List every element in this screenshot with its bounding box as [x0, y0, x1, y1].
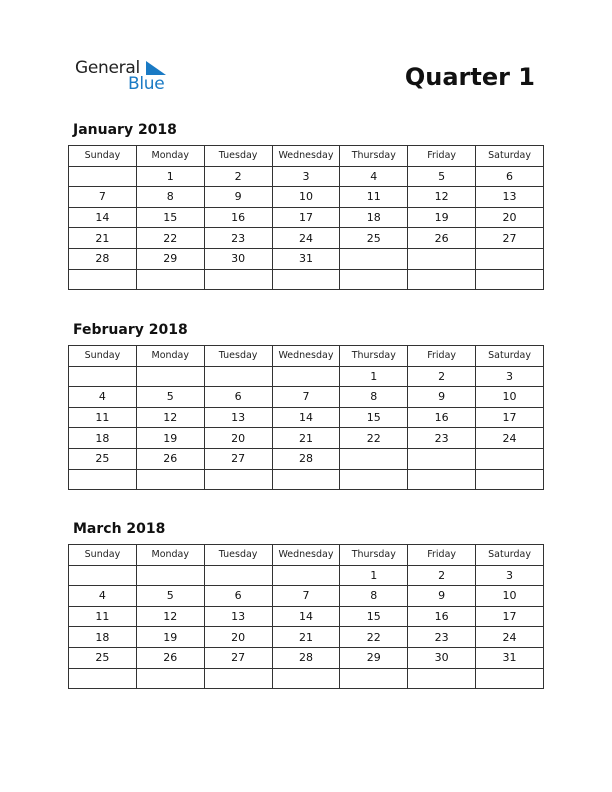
weekday-header: Monday	[136, 146, 204, 167]
day-cell	[272, 565, 340, 586]
day-cell	[340, 469, 408, 490]
day-cell: 14	[272, 606, 340, 627]
day-cell	[69, 469, 137, 490]
day-cell	[408, 448, 476, 469]
day-cell: 3	[476, 565, 544, 586]
day-cell: 1	[340, 565, 408, 586]
day-cell: 17	[272, 207, 340, 228]
day-cell: 16	[408, 606, 476, 627]
day-cell: 21	[272, 428, 340, 449]
day-cell: 11	[69, 407, 137, 428]
day-cell	[272, 366, 340, 387]
day-cell	[69, 668, 137, 689]
weekday-header: Saturday	[476, 146, 544, 167]
week-row	[69, 627, 544, 648]
day-cell: 7	[272, 586, 340, 607]
day-cell: 21	[272, 627, 340, 648]
day-cell: 30	[408, 647, 476, 668]
day-cell: 29	[340, 647, 408, 668]
day-cell: 9	[408, 387, 476, 408]
day-cell: 12	[136, 606, 204, 627]
day-cell	[476, 448, 544, 469]
month-grid	[68, 145, 544, 290]
day-cell: 3	[272, 166, 340, 187]
week-row	[69, 166, 544, 187]
general-blue-logo	[75, 58, 185, 96]
week-row	[69, 469, 544, 490]
weekday-header: Friday	[408, 545, 476, 566]
weekday-header: Thursday	[340, 346, 408, 367]
day-cell: 8	[340, 387, 408, 408]
day-cell: 10	[476, 387, 544, 408]
day-cell: 26	[408, 228, 476, 249]
day-cell: 4	[340, 166, 408, 187]
day-cell: 18	[340, 207, 408, 228]
weekday-header: Thursday	[340, 545, 408, 566]
day-cell: 11	[340, 187, 408, 208]
week-row	[69, 668, 544, 689]
weekday-header: Sunday	[69, 346, 137, 367]
day-cell	[136, 269, 204, 290]
weekday-header-row	[69, 545, 544, 566]
day-cell: 15	[136, 207, 204, 228]
day-cell: 2	[204, 166, 272, 187]
day-cell: 8	[136, 187, 204, 208]
month-title: February 2018	[73, 322, 188, 338]
weekday-header: Tuesday	[204, 346, 272, 367]
day-cell: 8	[340, 586, 408, 607]
day-cell: 6	[476, 166, 544, 187]
day-cell: 10	[476, 586, 544, 607]
month-grid	[68, 345, 544, 490]
day-cell: 3	[476, 366, 544, 387]
day-cell	[340, 668, 408, 689]
logo-word-blue: Blue	[128, 74, 165, 94]
day-cell: 27	[204, 448, 272, 469]
day-cell	[340, 248, 408, 269]
day-cell: 14	[69, 207, 137, 228]
day-cell: 6	[204, 387, 272, 408]
day-cell	[272, 469, 340, 490]
day-cell	[476, 248, 544, 269]
day-cell: 17	[476, 606, 544, 627]
weekday-header: Saturday	[476, 346, 544, 367]
day-cell	[272, 269, 340, 290]
day-cell: 14	[272, 407, 340, 428]
day-cell	[136, 469, 204, 490]
weekday-header: Tuesday	[204, 146, 272, 167]
weekday-header: Friday	[408, 146, 476, 167]
day-cell: 28	[272, 647, 340, 668]
week-row	[69, 407, 544, 428]
day-cell: 24	[476, 428, 544, 449]
day-cell: 11	[69, 606, 137, 627]
day-cell: 27	[476, 228, 544, 249]
day-cell: 13	[204, 407, 272, 428]
day-cell: 10	[272, 187, 340, 208]
day-cell: 9	[204, 187, 272, 208]
month-calendar	[68, 322, 544, 490]
weekday-header: Saturday	[476, 545, 544, 566]
day-cell: 15	[340, 606, 408, 627]
week-row	[69, 586, 544, 607]
day-cell: 13	[204, 606, 272, 627]
day-cell: 24	[272, 228, 340, 249]
day-cell: 19	[136, 627, 204, 648]
day-cell	[340, 448, 408, 469]
weekday-header: Sunday	[69, 146, 137, 167]
week-row	[69, 428, 544, 449]
day-cell: 16	[408, 407, 476, 428]
day-cell: 26	[136, 448, 204, 469]
day-cell: 23	[408, 428, 476, 449]
weekday-header: Thursday	[340, 146, 408, 167]
day-cell: 1	[136, 166, 204, 187]
day-cell: 12	[136, 407, 204, 428]
day-cell	[204, 668, 272, 689]
day-cell: 31	[476, 647, 544, 668]
day-cell: 28	[272, 448, 340, 469]
day-cell: 13	[476, 187, 544, 208]
day-cell	[69, 269, 137, 290]
day-cell: 1	[340, 366, 408, 387]
day-cell: 25	[340, 228, 408, 249]
day-cell: 19	[408, 207, 476, 228]
day-cell	[476, 668, 544, 689]
day-cell: 7	[272, 387, 340, 408]
day-cell	[476, 469, 544, 490]
weekday-header: Monday	[136, 346, 204, 367]
day-cell: 4	[69, 387, 137, 408]
weekday-header-row	[69, 146, 544, 167]
day-cell: 5	[408, 166, 476, 187]
month-calendar	[68, 521, 544, 689]
day-cell: 22	[136, 228, 204, 249]
day-cell	[408, 668, 476, 689]
week-row	[69, 269, 544, 290]
day-cell	[408, 469, 476, 490]
day-cell	[69, 366, 137, 387]
weekday-header-row	[69, 346, 544, 367]
weekday-header: Wednesday	[272, 146, 340, 167]
day-cell: 9	[408, 586, 476, 607]
week-row	[69, 366, 544, 387]
day-cell: 7	[69, 187, 137, 208]
week-row	[69, 448, 544, 469]
weekday-header: Friday	[408, 346, 476, 367]
day-cell	[272, 668, 340, 689]
day-cell: 22	[340, 627, 408, 648]
day-cell: 16	[204, 207, 272, 228]
day-cell: 2	[408, 565, 476, 586]
day-cell: 17	[476, 407, 544, 428]
day-cell	[204, 469, 272, 490]
day-cell	[204, 269, 272, 290]
day-cell: 20	[204, 627, 272, 648]
day-cell	[69, 565, 137, 586]
month-calendar	[68, 122, 544, 290]
day-cell: 18	[69, 627, 137, 648]
day-cell: 22	[340, 428, 408, 449]
day-cell: 23	[408, 627, 476, 648]
day-cell	[204, 565, 272, 586]
month-grid	[68, 544, 544, 689]
page-title: Quarter 1	[404, 63, 535, 91]
day-cell	[408, 248, 476, 269]
week-row	[69, 565, 544, 586]
weekday-header: Wednesday	[272, 545, 340, 566]
day-cell: 23	[204, 228, 272, 249]
day-cell: 19	[136, 428, 204, 449]
week-row	[69, 606, 544, 627]
day-cell: 15	[340, 407, 408, 428]
day-cell	[136, 565, 204, 586]
day-cell	[69, 166, 137, 187]
day-cell: 20	[476, 207, 544, 228]
day-cell	[340, 269, 408, 290]
day-cell: 29	[136, 248, 204, 269]
day-cell	[476, 269, 544, 290]
day-cell: 4	[69, 586, 137, 607]
day-cell	[136, 668, 204, 689]
week-row	[69, 647, 544, 668]
weekday-header: Wednesday	[272, 346, 340, 367]
day-cell: 20	[204, 428, 272, 449]
weekday-header: Tuesday	[204, 545, 272, 566]
month-title: March 2018	[73, 521, 166, 537]
week-row	[69, 248, 544, 269]
day-cell: 27	[204, 647, 272, 668]
week-row	[69, 207, 544, 228]
month-title: January 2018	[73, 122, 177, 138]
week-row	[69, 228, 544, 249]
day-cell: 5	[136, 586, 204, 607]
day-cell: 2	[408, 366, 476, 387]
weekday-header: Sunday	[69, 545, 137, 566]
day-cell	[408, 269, 476, 290]
week-row	[69, 187, 544, 208]
day-cell: 25	[69, 448, 137, 469]
day-cell: 12	[408, 187, 476, 208]
day-cell: 24	[476, 627, 544, 648]
day-cell: 25	[69, 647, 137, 668]
day-cell: 5	[136, 387, 204, 408]
day-cell	[204, 366, 272, 387]
weekday-header: Monday	[136, 545, 204, 566]
day-cell	[136, 366, 204, 387]
day-cell: 18	[69, 428, 137, 449]
day-cell: 6	[204, 586, 272, 607]
logo-word-general: General	[75, 58, 140, 78]
day-cell: 30	[204, 248, 272, 269]
day-cell: 21	[69, 228, 137, 249]
day-cell: 28	[69, 248, 137, 269]
week-row	[69, 387, 544, 408]
day-cell: 31	[272, 248, 340, 269]
day-cell: 26	[136, 647, 204, 668]
